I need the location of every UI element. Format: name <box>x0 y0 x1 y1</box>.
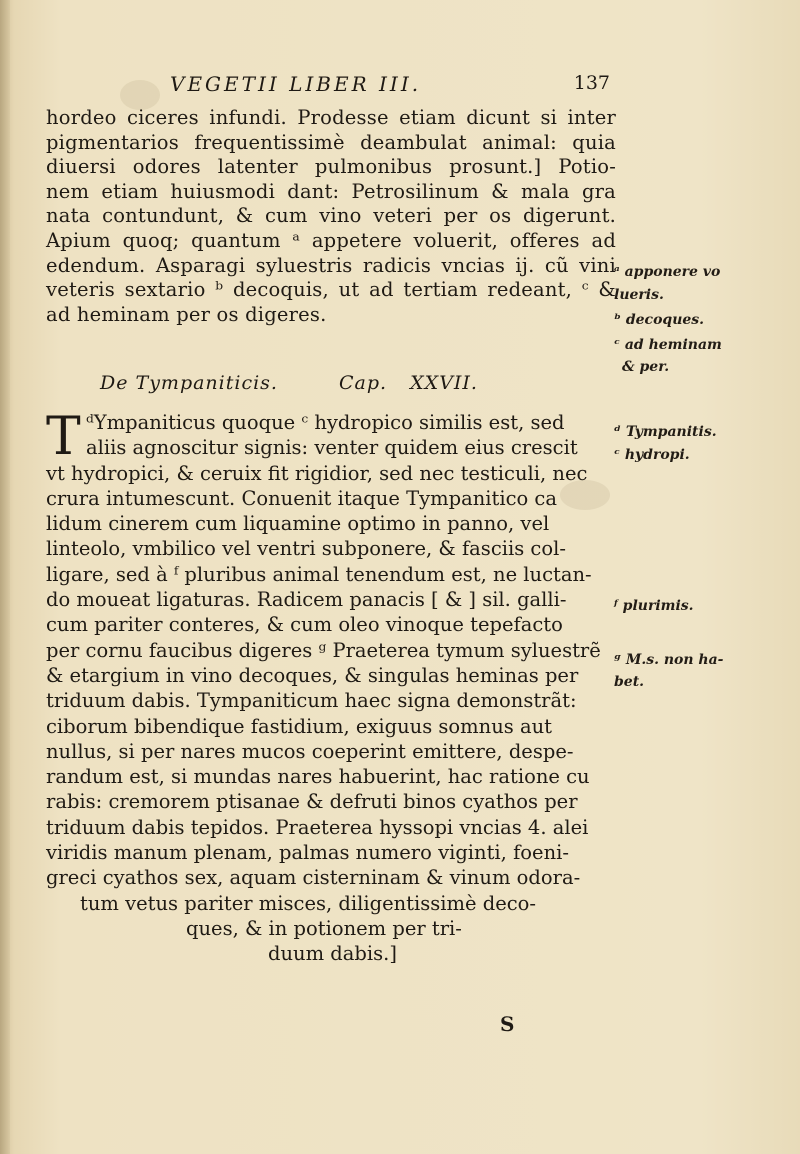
page-number: 137 <box>573 72 610 94</box>
signature-mark: S <box>500 1012 515 1036</box>
drop-capital: T <box>46 407 81 467</box>
text-line: duum dabis.] <box>268 942 397 966</box>
text-line: vt hydropici, & ceruix fit rigidior, sed nec testiculi, nec <box>46 461 588 485</box>
chapter-cap-label: Cap. <box>339 372 388 394</box>
marginal-note: & per. <box>622 359 670 375</box>
text-line: & etargium in vino decoques, & singulas heminas per <box>46 663 579 687</box>
text-line: veteris sextario ᵇ decoquis, ut ad tertiam redeant, ᶜ & <box>46 278 616 302</box>
text-line: rabis: cremorem ptisanae & defruti binos cyathos per <box>46 790 578 814</box>
text-block-upper <box>46 106 616 327</box>
marginal-note: ᵈ Tympanitis. <box>614 424 717 440</box>
text-line: lidum cinerem cum liquamine optimo in panno, vel <box>46 512 550 536</box>
text-line: triduum dabis tepidos. Praeterea hyssopi vncias 4. alei <box>46 815 589 839</box>
text-line: crura intumescunt. Conuenit itaque Tympanitico ca <box>46 486 557 510</box>
text-line: randum est, si mundas nares habuerint, hac ratione cu <box>46 765 590 789</box>
text-line: ad heminam per os digeres. <box>46 302 327 326</box>
chapter-title: De Tympaniticis. <box>100 372 278 394</box>
marginal-note: ᵍ M.s. non ha- <box>614 652 724 668</box>
text-line: viridis manum plenam, palmas numero viginti, foeni- <box>46 841 569 865</box>
text-line: diuersi odores latenter pulmonibus prosunt.] Potio- <box>46 155 616 179</box>
marginal-note: bet. <box>614 674 645 690</box>
text-line: nata contundunt, & cum vino veteri per os digerunt. <box>46 204 616 228</box>
text-line: Apium quoq; quantum ᵃ appetere voluerit, offeres ad <box>46 228 616 252</box>
marginal-note: lueris. <box>614 287 664 303</box>
text-line: linteolo, vmbilico vel ventri subponere, & fasciis col- <box>46 537 566 561</box>
text-line: do moueat ligaturas. Radicem panacis [ & ] sil. galli- <box>46 588 567 612</box>
running-header <box>170 72 610 106</box>
marginal-note: ᶜ ad heminam <box>614 337 722 353</box>
marginal-note: ᵇ decoques. <box>614 312 705 328</box>
marginal-note: ᶠ plurimis. <box>614 598 694 614</box>
text-line: nullus, si per nares mucos coeperint emittere, despe- <box>46 739 574 763</box>
text-line: greci cyathos sex, aquam cisterninam & vinum odora- <box>46 866 581 890</box>
text-line: ligare, sed à ᶠ pluribus animal tenendum est, ne luctan- <box>46 562 592 586</box>
marginal-note: ᶜ hydropi. <box>614 447 690 463</box>
text-line: triduum dabis. Tympaniticum haec signa demonstrãt: <box>46 689 577 713</box>
text-line: ᵈYmpaniticus quoque ᶜ hydropico similis est, sed <box>86 411 565 434</box>
chapter-number: XXVII. <box>410 372 478 394</box>
text-line: cum pariter conteres, & cum oleo vinoque tepefacto <box>46 613 563 637</box>
text-line: nem etiam huiusmodi dant: Petrosilinum & mala gra <box>46 179 616 203</box>
text-line: tum vetus pariter misces, diligentissimè deco- <box>80 891 537 915</box>
text-line: hordeo ciceres infundi. Prodesse etiam dicunt si inter <box>46 106 616 129</box>
chapter-heading <box>100 372 560 394</box>
running-title: VEGETII LIBER III. <box>170 72 422 96</box>
text-block-lower <box>46 407 616 967</box>
text-line: ques, & in potionem per tri- <box>186 916 462 940</box>
marginal-note: ᵃ apponere vo <box>614 264 721 280</box>
text-line: ciborum bibendique fastidium, exiguus somnus aut <box>46 714 553 738</box>
text-line: per cornu faucibus digeres ᵍ Praeterea tymum syluestrẽ <box>46 638 601 662</box>
text-line: pigmentarios frequentissimè deambulat animal: quia <box>46 130 616 154</box>
text-line: aliis agnoscitur signis: venter quidem eius crescit <box>86 436 578 460</box>
text-line: edendum. Asparagi syluestris radicis vncias ij. cũ vini <box>46 253 616 277</box>
